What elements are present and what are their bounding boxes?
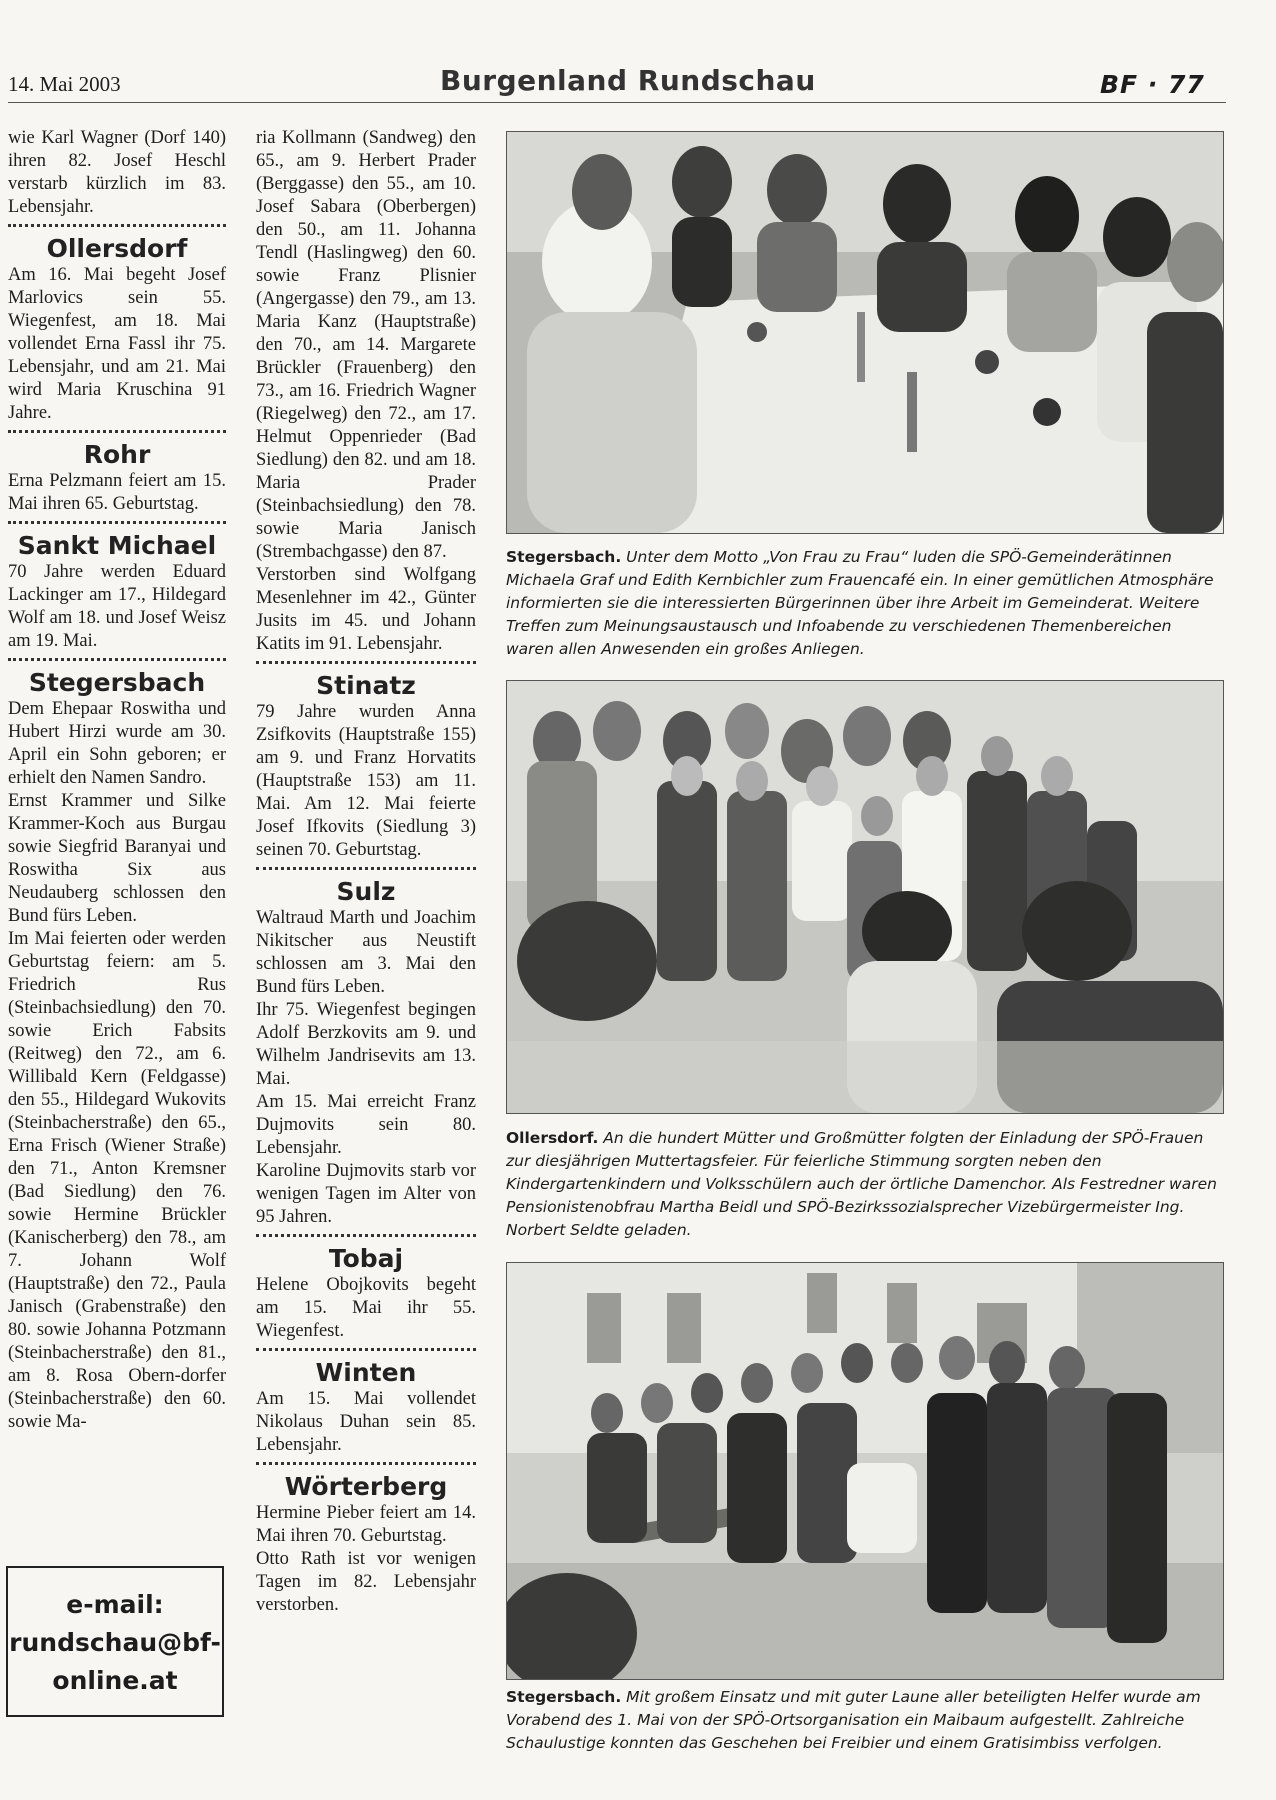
sulz-text-1: Waltraud Marth und Joachim Nikitscher aus Neustift schlossen am 3. Mai den Bund fürs Leben.	[256, 908, 476, 997]
photo-maibaum	[506, 1262, 1224, 1680]
sulz-text-4: Karoline Dujmovits starb vor wenigen Tagen im Alter von 95 Jahren.	[256, 1161, 476, 1227]
section-divider	[256, 1234, 476, 1237]
stegersbach-text-3: Im Mai feierten oder werden Geburtstag feiern: am 5. Friedrich Rus (Steinbachsiedlung) den 70. sowie Erich Fabsits (Reitweg) den 72., am 6. Willibald Kern (Feldgasse) den 55., Hildegard Wukovits (Steinbacherstraße) den 65., Erna Frisch (Wiener Straße) den 71., Anton Kremsner (Bad Siedlung) den 76. sowie Hermine Brückler (Kanischerberg) den 78., am 7. Johann Wolf (Hauptstraße) den 72., Paula Janisch (Grabenstraße) den 80. sowie Johanna Potzmann (Steinbacherstraße) den 81., am 8. Rosa Obern-dorfer (Steinbacherstraße) den 60. sowie Ma-	[8, 929, 226, 1432]
sulz-text-2: Ihr 75. Wiegenfest begingen Adolf Berzkovits am 9. und Wilhelm Jandrisevits am 13. Mai.	[256, 1000, 476, 1089]
stegersbach-text-2: Ernst Krammer und Silke Krammer-Koch aus Burgau sowie Siegfrid Baranyai und Roswitha Six aus Neudauberg schlossen den Bund fürs Leben.	[8, 791, 226, 926]
issue-date: 14. Mai 2003	[8, 72, 121, 96]
email-address-line-2[interactable]: online.at	[52, 1666, 178, 1695]
woerterberg-text-1: Hermine Pieber feiert am 14. Mai ihren 70. Geburtstag.	[256, 1503, 476, 1546]
caption-place: Ollersdorf.	[506, 1129, 599, 1147]
stegersbach-deaths: Verstorben sind Wolfgang Mesenlehner im 42., Günter Jusits im 45. und Johann Katits im 91. Lebensjahr.	[256, 565, 476, 654]
caption-place: Stegersbach.	[506, 548, 622, 566]
column-left	[8, 127, 226, 1434]
stegersbach-continued: ria Kollmann (Sandweg) den 65., am 9. Herbert Prader (Berggasse) den 55., am 10. Josef Sabara (Oberbergen) den 50., am 11. Johanna Tendl (Haslingweg) den 60. sowie Franz Plisnier (Angergasse) den 79., am 13. Maria Kanz (Hauptstraße) den 70., am 14. Margarete Brückler (Frauenberg) den 73., am 16. Friedrich Wagner (Riegelweg) den 72., am 17. Helmut Oppenrieder (Bad Siedlung) den 82. und am 18. Maria Prader (Steinbachsiedlung) den 78. sowie Maria Janisch (Strembachgasse) den 87.	[256, 128, 476, 562]
caption-text: Mit großem Einsatz und mit guter Laune aller beteiligten Helfer wurde am Vorabend des 1. Mai von der SPÖ-Ortsorganisation ein Maibaum aufgestellt. Zahlreiche Schaulustige konnten das Geschehen bei Freibier und einem Gratisimbiss verfolgen.	[506, 1688, 1201, 1752]
section-divider	[256, 867, 476, 870]
heading-stinatz: Stinatz	[316, 671, 416, 700]
sulz-text-3: Am 15. Mai erreicht Franz Dujmovits sein 80. Lebensjahr.	[256, 1092, 476, 1158]
woerterberg-text-2: Otto Rath ist vor wenigen Tagen im 82. Lebensjahr verstorben.	[256, 1549, 476, 1615]
section-divider	[256, 1462, 476, 1465]
sankt-michael-text: 70 Jahre werden Eduard Lackinger am 17., Hildegard Wolf am 18. und Josef Weisz am 19. Mai.	[8, 562, 226, 651]
header-divider	[8, 102, 1226, 103]
heading-sulz: Sulz	[336, 877, 396, 906]
heading-sankt-michael: Sankt Michael	[17, 531, 217, 560]
email-label: e-mail:	[66, 1590, 164, 1619]
caption-photo-2	[506, 1127, 1224, 1242]
heading-tobaj: Tobaj	[328, 1244, 404, 1273]
caption-place: Stegersbach.	[506, 1688, 622, 1706]
stegersbach-text-1: Dem Ehepaar Roswitha und Hubert Hirzi wurde am 30. April ein Sohn geboren; er erhielt den Namen Sandro.	[8, 699, 226, 788]
intro-paragraph: wie Karl Wagner (Dorf 140) ihren 82. Josef Heschl verstarb kürzlich im 83. Lebensjahr.	[8, 128, 226, 217]
rohr-text: Erna Pelzmann feiert am 15. Mai ihren 65. Geburtstag.	[8, 471, 226, 514]
stinatz-text: 79 Jahre wurden Anna Zsifkovits (Hauptstraße 155) am 9. und Franz Horvatits (Hauptstraße 153) am 11. Mai. Am 12. Mai feierte Josef Ifkovits (Siedlung 3) seinen 70. Geburtstag.	[256, 702, 476, 860]
section-divider	[8, 430, 226, 433]
section-divider	[256, 661, 476, 664]
caption-text: Unter dem Motto „Von Frau zu Frau“ luden die SPÖ-Gemeinderätinnen Michaela Graf und Edith Kernbichler zum Frauencafé ein. In einer gemütlichen Atmosphäre informierten sie die interessierten Bürgerinnen über ihre Arbeit im Gemeinderat. Weitere Treffen zum Meinungsaustausch und Infoabende zu verschiedenen Themenbereichen waren allen Anwesenden ein großes Anliegen.	[506, 548, 1214, 658]
tobaj-text: Helene Obojkovits begeht am 15. Mai ihr 55. Wiegenfest.	[256, 1275, 476, 1341]
email-box	[6, 1566, 224, 1717]
newspaper-title: Burgenland Rundschau	[440, 64, 816, 97]
heading-rohr: Rohr	[83, 440, 151, 469]
winten-text: Am 15. Mai vollendet Nikolaus Duhan sein 85. Lebensjahr.	[256, 1389, 476, 1455]
caption-text: An die hundert Mütter und Großmütter folgten der Einladung der SPÖ-Frauen zur diesjährigen Muttertagsfeier. Für feierliche Stimmung sorgten neben den Kindergartenkindern und Volksschülern auch der örtliche Damenchor. Als Festredner waren Pensionistenobfrau Martha Beidl und SPÖ-Bezirkssozialsprecher Vizebürgermeister Ing. Norbert Seldte geladen.	[506, 1129, 1217, 1239]
section-divider	[8, 658, 226, 661]
heading-ollersdorf: Ollersdorf	[46, 234, 188, 263]
heading-winten: Winten	[315, 1358, 417, 1387]
caption-photo-1	[506, 546, 1224, 661]
heading-woerterberg: Wörterberg	[284, 1472, 448, 1501]
heading-stegersbach: Stegersbach	[28, 668, 206, 697]
photo-muttertagsfeier	[506, 680, 1224, 1114]
section-divider	[8, 521, 226, 524]
column-middle	[256, 127, 476, 1617]
photo-frauencafe	[506, 131, 1224, 534]
page-number: BF · 77	[1100, 70, 1205, 99]
ollersdorf-text: Am 16. Mai begeht Josef Marlovics sein 55. Wiegenfest, am 18. Mai vollendet Erna Fassl ihr 75. Lebensjahr, und am 21. Mai wird Maria Kruschina 91 Jahre.	[8, 265, 226, 423]
section-divider	[256, 1348, 476, 1351]
email-address-line-1[interactable]: rundschau@bf-	[9, 1628, 221, 1657]
section-divider	[8, 224, 226, 227]
caption-photo-3	[506, 1686, 1224, 1755]
